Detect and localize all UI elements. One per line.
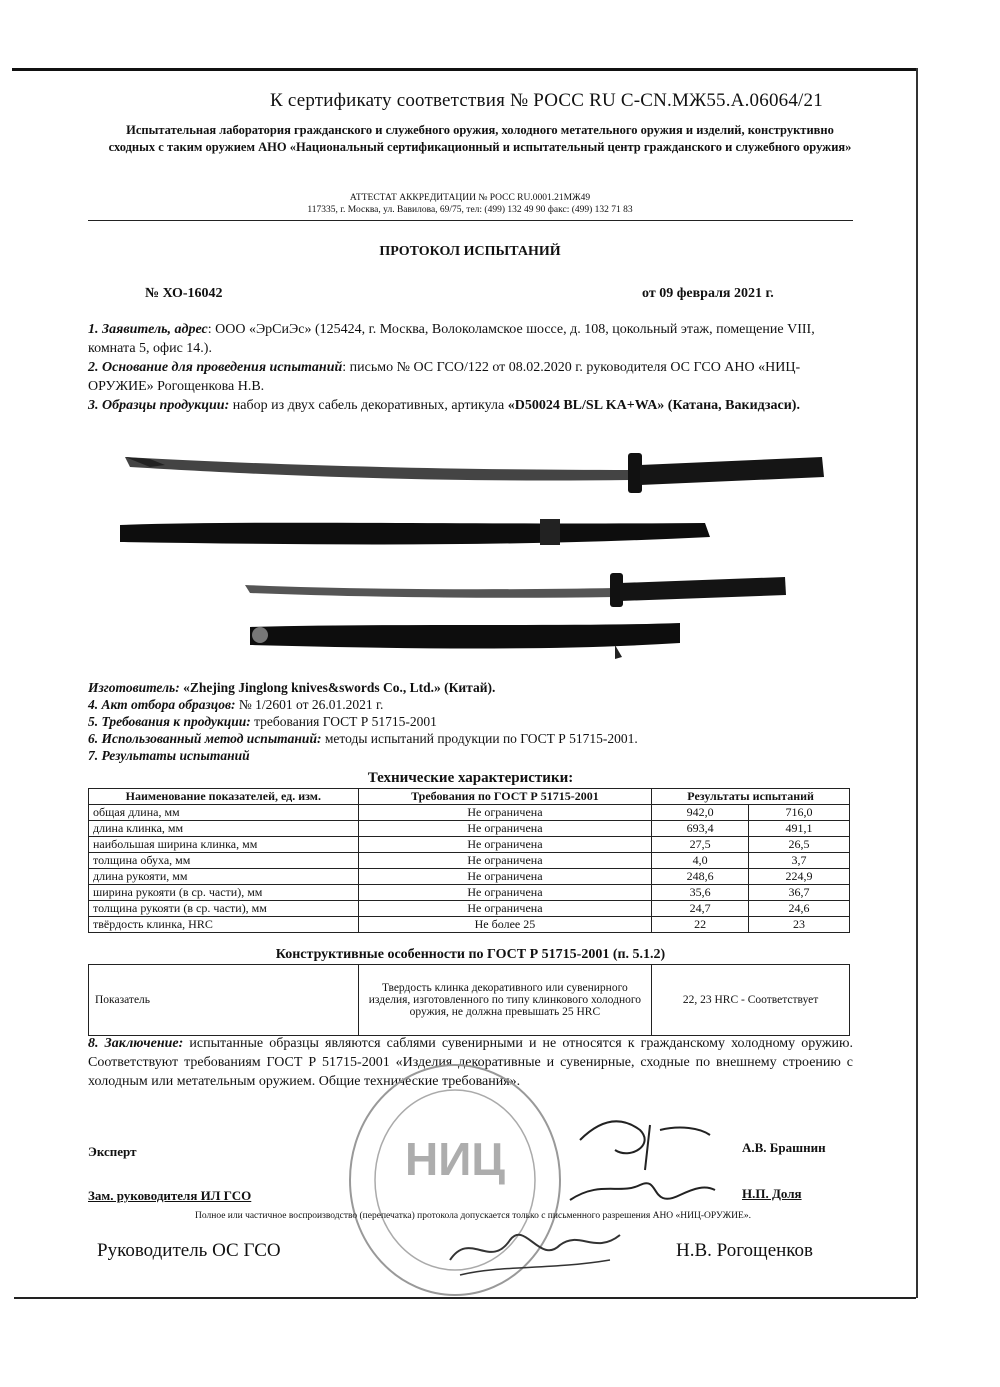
head-role: Руководитель ОС ГСО	[97, 1240, 281, 1261]
spec-cell-name: толщина обуха, мм	[89, 853, 359, 869]
item-method-text: методы испытаний продукции по ГОСТ Р 51715-2001.	[321, 731, 638, 746]
swords-photo	[110, 445, 835, 675]
accreditation-block	[150, 192, 790, 216]
item-applicant	[88, 320, 858, 358]
protocol-items	[88, 679, 858, 764]
spec-cell-name: твёрдость клинка, HRC	[89, 917, 359, 933]
deputy-name: Н.П. Доля	[742, 1186, 802, 1201]
expert-role: Эксперт	[88, 1144, 137, 1159]
katana-blade-image	[125, 453, 824, 493]
head-name: Н.В. Рогощенков	[676, 1240, 814, 1261]
spec-cell-result: 3,7	[749, 853, 850, 869]
spec-table-row	[89, 885, 850, 901]
spec-cell-requirement: Не ограничена	[358, 869, 652, 885]
expert-name: А.В. Брашнин	[742, 1140, 826, 1155]
wakizashi-scabbard-image	[250, 623, 680, 659]
spec-table-row	[89, 837, 850, 853]
design-indicator: Показатель	[89, 965, 359, 1036]
spec-cell-result: 24,7	[652, 901, 749, 917]
spec-cell-result: 36,7	[749, 885, 850, 901]
lab-name: Испытательная лаборатория гражданского и служебного оружия, холодного метательного оружия и изделий, конструктивно сходных с таким оружием АНО «Национальный сертификационный и испытательный центр гражданского и служебного оружия»	[108, 123, 852, 154]
spec-cell-result: 224,9	[749, 869, 850, 885]
spec-cell-requirement: Не ограничена	[358, 821, 652, 837]
accreditation-number: АТТЕСТАТ АККРЕДИТАЦИИ № РОСС RU.0001.21МЖ49	[349, 193, 591, 203]
item-requirements-label: 5. Требования к продукции:	[88, 714, 251, 729]
design-features-title: Конструктивные особенности по ГОСТ Р 51715-2001 (п. 5.1.2)	[275, 947, 666, 962]
wakizashi-blade-image	[245, 573, 786, 607]
header-divider	[88, 220, 853, 221]
katana-scabbard-image	[120, 519, 710, 545]
spec-cell-result: 23	[749, 917, 850, 933]
item-requirements	[88, 713, 858, 730]
spec-cell-requirement: Не ограничена	[358, 805, 652, 821]
spec-cell-requirement: Не ограничена	[358, 853, 652, 869]
spec-cell-result: 693,4	[652, 821, 749, 837]
protocol-title: ПРОТОКОЛ ИСПЫТАНИЙ	[379, 244, 561, 259]
design-features-table	[88, 964, 850, 1036]
spec-cell-requirement: Не ограничена	[358, 901, 652, 917]
item-requirements-text: требования ГОСТ Р 51715-2001	[250, 714, 437, 729]
item-samples	[88, 396, 858, 415]
item-basis-label: 2. Основание для проведения испытаний	[88, 360, 343, 375]
item-results	[88, 747, 858, 764]
spec-cell-name: наибольшая ширина клинка, мм	[89, 837, 359, 853]
item-manufacturer-text: «Zhejing Jinglong knives&swords Co., Ltd.» (Китай).	[179, 680, 496, 695]
item-basis	[88, 358, 858, 396]
spec-cell-result: 248,6	[652, 869, 749, 885]
spec-header-results: Результаты испытаний	[652, 789, 850, 805]
spec-cell-requirement: Не ограничена	[358, 837, 652, 853]
item-method	[88, 730, 858, 747]
right-border-line	[916, 68, 918, 1298]
spec-cell-result: 35,6	[652, 885, 749, 901]
spec-table-header	[89, 789, 850, 805]
spec-cell-result: 26,5	[749, 837, 850, 853]
spec-cell-result: 4,0	[652, 853, 749, 869]
tech-specs-title: Технические характеристики:	[367, 770, 574, 786]
spec-cell-name: длина клинка, мм	[89, 821, 359, 837]
protocol-number: № ХО-16042	[145, 286, 223, 301]
spec-cell-name: общая длина, мм	[89, 805, 359, 821]
conclusion-label: 8. Заключение:	[88, 1036, 184, 1051]
certificate-reference: К сертификату соответствия № РОСС RU C-CN.МЖ55.А.06064/21	[270, 90, 823, 111]
spec-table-row	[89, 853, 850, 869]
spec-cell-requirement: Не ограничена	[358, 885, 652, 901]
protocol-date: от 09 февраля 2021 г.	[642, 286, 774, 301]
design-features-row	[89, 965, 850, 1036]
item-samples-text: набор из двух сабель декоративных, артикула	[229, 398, 508, 413]
spec-table-row	[89, 821, 850, 837]
spec-cell-result: 22	[652, 917, 749, 933]
top-border-line	[12, 68, 917, 71]
stamp-text: НИЦ	[405, 1133, 505, 1185]
spec-cell-name: ширина рукояти (в ср. части), мм	[89, 885, 359, 901]
item-samples-article: «D50024 BL/SL KA+WA» (Катана, Вакидзаси).	[507, 398, 800, 413]
lab-address: 117335, г. Москва, ул. Вавилова, 69/75, тел: (499) 132 49 90 факс: (499) 132 71 83	[307, 205, 633, 215]
item-sampling-act-label: 4. Акт отбора образцов:	[88, 697, 236, 712]
spec-table	[88, 788, 850, 933]
spec-cell-name: длина рукояти, мм	[89, 869, 359, 885]
item-sampling-act	[88, 696, 858, 713]
spec-cell-result: 27,5	[652, 837, 749, 853]
item-basis-text: : письмо № ОС ГСО/122 от 08.02.2020 г. руководителя ОС ГСО АНО «НИЦ-ОРУЖИЕ» Рогощенкова Н.В.	[88, 360, 801, 394]
deputy-role: Зам. руководителя ИЛ ГСО	[88, 1188, 252, 1203]
spec-table-row	[89, 917, 850, 933]
item-manufacturer-label: Изготовитель:	[88, 680, 180, 695]
spec-cell-result: 942,0	[652, 805, 749, 821]
spec-cell-name: толщина рукояти (в ср. части), мм	[89, 901, 359, 917]
item-applicant-text: : ООО «ЭрСиЭс» (125424, г. Москва, Волоколамское шоссе, д. 108, цокольный этаж, помещение VIII, комната 5, офис 14.).	[88, 322, 815, 356]
item-applicant-label: 1. Заявитель, адрес	[88, 322, 208, 337]
spec-table-row	[89, 869, 850, 885]
design-requirement: Твердость клинка декоративного или сувенирного изделия, изготовленного по типу клинкового холодного оружия, не должна превышать 25 HRC	[358, 965, 652, 1036]
item-results-label: 7. Результаты испытаний	[88, 748, 250, 763]
item-sampling-act-text: № 1/2601 от 26.01.2021 г.	[235, 697, 384, 712]
conclusion-text: испытанные образцы являются саблями сувенирными и не относятся к гражданскому холодному оружию. Соответствуют требованиям ГОСТ Р 51715-2001 «Изделия декоративные и сувенирные, сходные по внешнему строению с холодным или метательным оружием. Общие технические требования».	[88, 1036, 854, 1089]
spec-cell-result: 24,6	[749, 901, 850, 917]
item-manufacturer	[88, 679, 858, 696]
spec-header-name: Наименование показателей, ед. изм.	[89, 789, 359, 805]
item-samples-label: 3. Образцы продукции:	[88, 398, 230, 413]
spec-header-requirement: Требования по ГОСТ Р 51715-2001	[358, 789, 652, 805]
item-method-label: 6. Использованный метод испытаний:	[88, 731, 322, 746]
spec-cell-requirement: Не более 25	[358, 917, 652, 933]
design-result: 22, 23 HRC - Соответствует	[652, 965, 850, 1036]
spec-table-row	[89, 901, 850, 917]
reproduction-note: Полное или частичное воспроизводство (перепечатка) протокола допускается только с письменного разрешения АНО «НИЦ-ОРУЖИЕ».	[195, 1211, 751, 1221]
protocol-body	[88, 320, 858, 415]
spec-table-row	[89, 805, 850, 821]
spec-cell-result: 716,0	[749, 805, 850, 821]
spec-cell-result: 491,1	[749, 821, 850, 837]
